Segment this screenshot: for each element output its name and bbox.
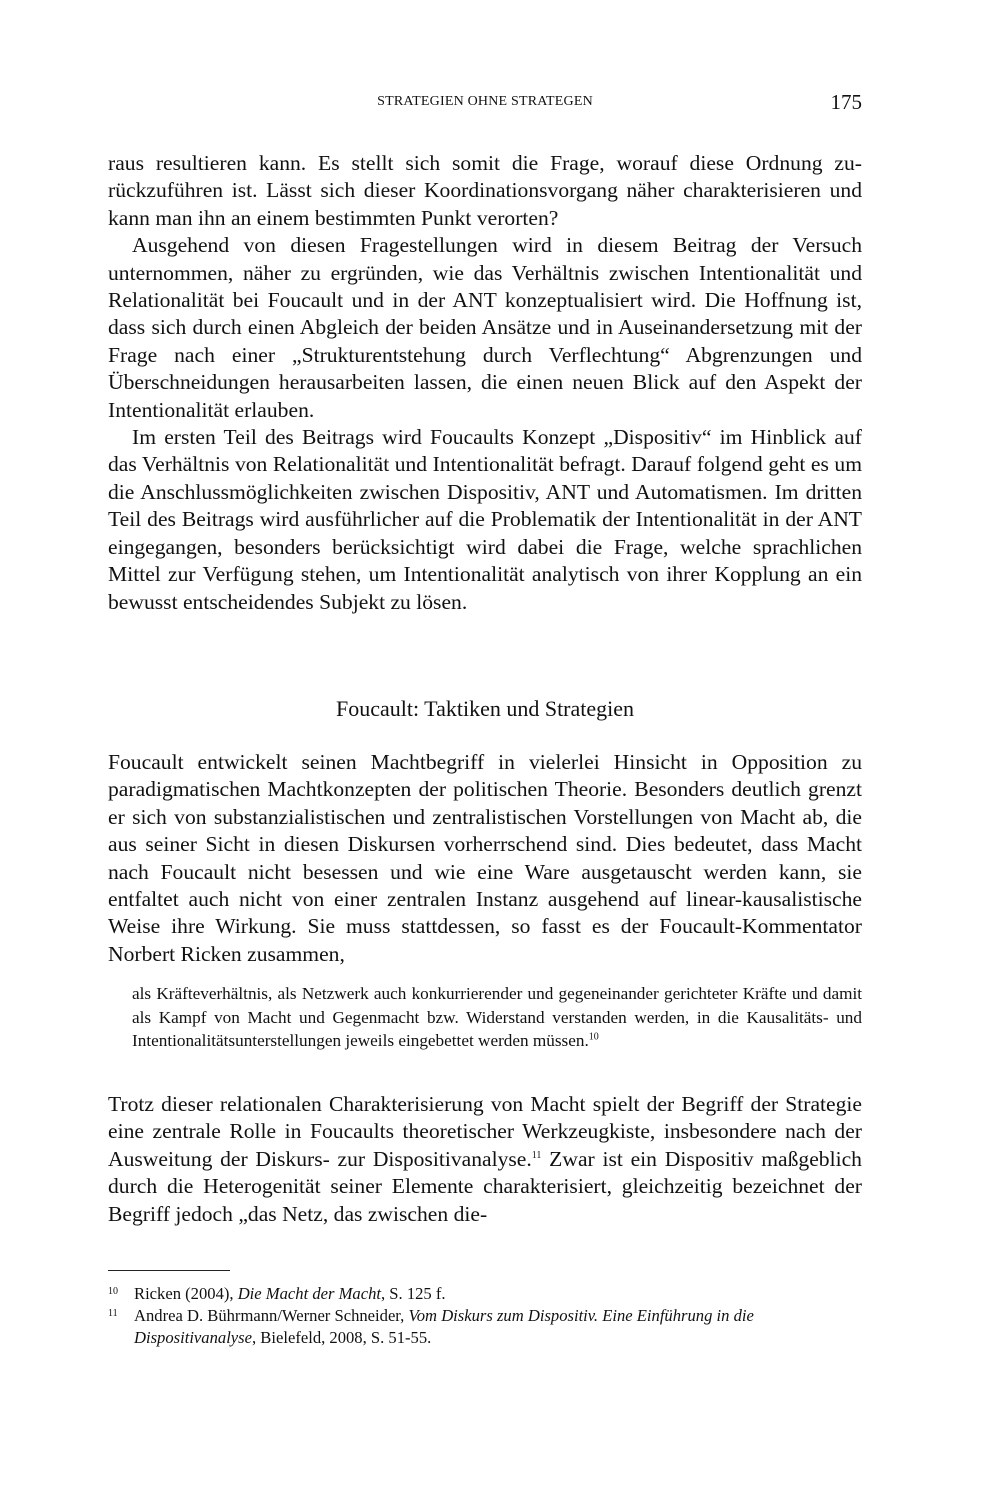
section-text (108, 749, 862, 968)
footnote-number: 10 (108, 1286, 118, 1297)
footnote-title: Die Macht der Macht (237, 1284, 381, 1303)
strategy-text-part2: Zwar ist ein Dispositiv maßgeblich durch die Heterogenität seiner Elemente charakterisiert, gleichzeitig bezeichnet der Begriff jedoch „das Netz, das zwischen die- (108, 1146, 862, 1226)
footnote-11 (108, 1305, 862, 1349)
footnote-details: , S. 125 f. (381, 1284, 446, 1303)
block-quote (132, 982, 862, 1053)
paragraph-outline: Im ersten Teil des Beitrags wird Foucaults Konzept „Dispositiv“ im Hinblick auf das Verhältnis von Relationalität und Intentionalität befragt. Darauf folgend geht es um die Anschlussmöglichkeiten zwischen Dispositiv, ANT und Automatismen. Im dritten Teil des Beitrags wird ausführlicher auf die Problematik der Intentionalität in der ANT eingegangen, besonders berücksichtigt wird dabei die Frage, welche sprachlichen Mittel zur Verfügung stehen, um Intentionalität analytisch von ihrer Kopplung an ein bewusst entscheidendes Subjekt zu lösen. (108, 425, 862, 614)
footnote-author: Ricken (2004), (134, 1284, 238, 1303)
footnote-author: Andrea D. Bührmann/Werner Schneider, (134, 1306, 409, 1325)
page-number: 175 (830, 90, 862, 114)
section-text-continued (108, 1091, 862, 1228)
quote-text: als Kräfteverhältnis, als Netzwerk auch konkurrierender und gegeneinander gerichteter Kräfte und damit als Kampf von Macht und Gegenmacht bzw. Widerstand verstanden werden, in die Kausalitäts- und Intentionalitätsunterstellungen jeweils eingebettet werden müssen. (132, 984, 862, 1050)
section-heading: Foucault: Taktiken und Strategien (335, 696, 635, 721)
running-header (108, 90, 862, 120)
footnote-details: , Bielefeld, 2008, S. 51-55. (252, 1328, 432, 1347)
intro-text (108, 150, 862, 616)
strategy-text-part1: Trotz dieser relationalen Charakterisierung von Macht spielt der Begriff der Strategie eine zentrale Rolle in Foucaults theoretischer Werkzeugkiste, insbesondere nach der Ausweitung der Diskurs- zur Dispositivanalyse. (108, 1092, 862, 1171)
running-title: STRATEGIEN OHNE STRATEGEN (377, 94, 593, 109)
footnote-ref-11[interactable]: 11 (531, 1149, 542, 1161)
quote-paragraph (132, 982, 862, 1053)
paragraph-continued: raus resultieren kann. Es stellt sich somit die Frage, worauf diese Ordnung zurückzuführen ist. Lässt sich dieser Koordinationsvorgang näher charakterisieren und kann man ihn an einem bestimmten Punkt verorten? (108, 151, 862, 230)
footnotes (108, 1283, 862, 1349)
paragraph-research-aim: Ausgehend von diesen Fragestellungen wird in diesem Beitrag der Versuch unternommen, näher zu ergründen, wie das Verhältnis zwischen Intentionalität und Relationalität bei Foucault und in der ANT konzeptualisiert wird. Die Hoffnung ist, dass sich durch einen Abgleich der beiden Ansätze und in Auseinandersetzung mit der Frage nach einer „Strukturentstehung durch Verflechtung“ Abgrenzungen und Überschneidungen herausarbeiten lassen, die einen neuen Blick auf den Aspekt der Intentionalität erlauben. (108, 233, 862, 422)
footnote-10 (108, 1283, 862, 1305)
footnote-title: Vom Diskurs zum Dispositiv. Eine Einführung in die Dispositivanalyse (134, 1306, 754, 1347)
footnote-ref-10[interactable]: 10 (588, 1031, 599, 1043)
paragraph-power-concept: Foucault entwickelt seinen Machtbegriff in vielerlei Hinsicht in Opposition zu paradigmatischen Machtkonzepten der politischen Theorie. Besonders deutlich grenzt er sich von substanzialistischen und zentralistischen Vorstellungen von Macht ab, die aus seiner Sicht in diesen Diskursen vorherrschend sind. Dies bedeutet, dass Macht nach Foucault nicht besessen und wie eine Ware ausgetauscht werden kann, sie entfaltet auch nicht von einer zentralen Instanz ausgehend auf linear-kausalistische Weise ihre Wirkung. Sie muss stattdessen, so fasst es der Foucault-Kommentator Norbert Ricken zusammen, (108, 750, 862, 966)
footnote-divider (108, 1270, 230, 1271)
paragraph-strategy (108, 1091, 862, 1228)
footnote-number: 11 (108, 1308, 118, 1319)
